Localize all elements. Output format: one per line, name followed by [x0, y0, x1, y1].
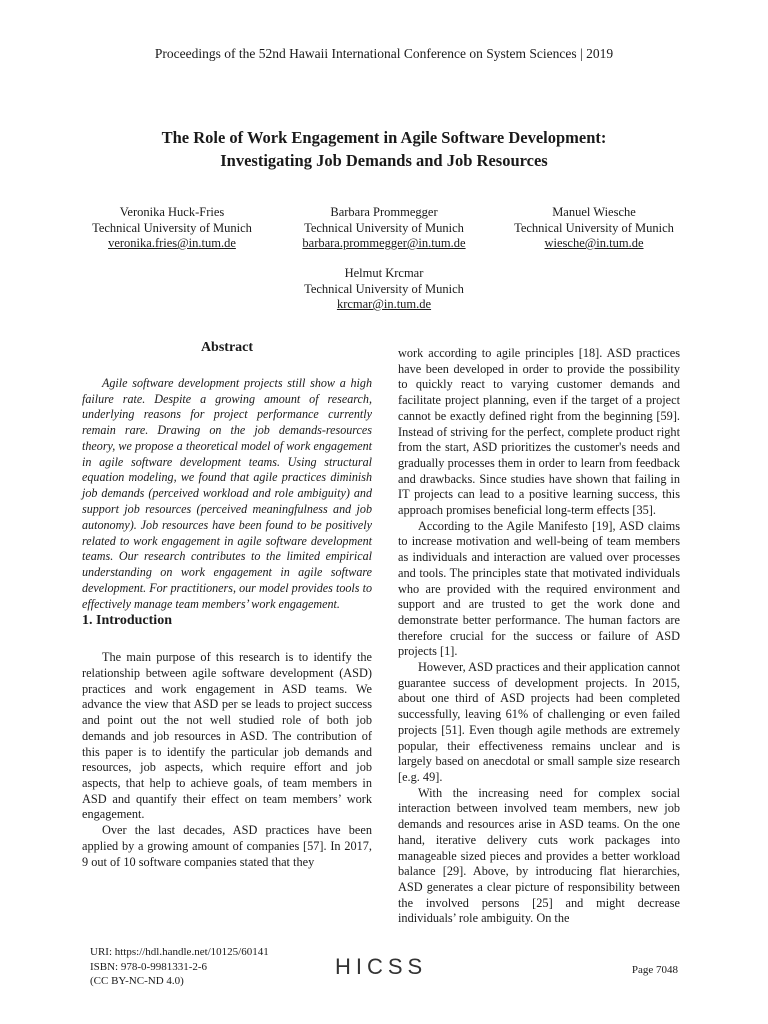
- author-block-1: [62, 205, 282, 252]
- author-name: Helmut Krcmar: [344, 266, 424, 280]
- title-line-1: The Role of Work Engagement in Agile Software Development:: [161, 128, 607, 147]
- author-block-3: [484, 205, 704, 252]
- author-email[interactable]: krcmar@in.tum.de: [336, 297, 432, 311]
- hicss-logo: HICSS: [335, 954, 428, 979]
- page-number: Page 7048: [631, 964, 678, 976]
- abstract-heading: Abstract: [200, 340, 254, 355]
- footer-url[interactable]: URI: https://hdl.handle.net/10125/60141: [90, 946, 269, 958]
- body-paragraph: However, ASD practices and their application cannot guarantee success of development projects. In 2015, about one third of ASD projects had been completed successfully, leaving 61% of challenging or even failed projects [51]. Even though agile methods are extremely popular, their effectiveness remains unclear and is largely based on anecdotal or small sample size research [e.g. 49].: [398, 660, 680, 784]
- author-name: Veronika Huck-Fries: [119, 205, 225, 219]
- left-column: [82, 340, 372, 870]
- author-name: Barbara Prommegger: [330, 205, 438, 219]
- author-email[interactable]: barbara.prommegger@in.tum.de: [302, 236, 466, 250]
- author-email[interactable]: veronika.fries@in.tum.de: [108, 236, 236, 250]
- footer-isbn: ISBN: 978-0-9981331-2-6: [90, 960, 208, 973]
- author-block-4: [274, 266, 494, 313]
- body-paragraph: Over the last decades, ASD practices have been applied by a growing amount of companies [57]. In 2017, 9 out of 10 software companies stated that they: [82, 823, 372, 869]
- right-column: [398, 346, 680, 927]
- author-name: Manuel Wiesche: [552, 205, 636, 219]
- author-affiliation: Technical University of Munich: [92, 220, 252, 235]
- conference-header: Proceedings of the 52nd Hawaii International Conference on System Sciences | 2019: [154, 46, 614, 61]
- author-block-2: [274, 205, 494, 252]
- body-paragraph: With the increasing need for complex social interaction between involved team members, new job demands and resources arise in ASD teams. On the one hand, iterative delivery cuts work packages into manageable sized pieces and provides a better workload balance [29]. Above, by introducing flat hierarchies, ASD generates a clear picture of responsibility between the involved persons [25] and might decrease individuals’ role ambiguity. On the: [398, 785, 680, 926]
- body-paragraph: According to the Agile Manifesto [19], ASD claims to increase motivation and well-being of team members as individuals and interaction are valued over processes and tools. The principles state that motivated individuals who are provided with the required environment and support and are trusted to get the work done and demonstrate better performance. The human factors are therefore crucial for the success or failure of ASD projects [1].: [398, 518, 680, 659]
- footer-info: [90, 945, 269, 989]
- footer-license: (CC BY-NC-ND 4.0): [90, 975, 184, 987]
- author-affiliation: Technical University of Munich: [514, 220, 674, 235]
- title-line-2: Investigating Job Demands and Job Resources: [220, 151, 548, 170]
- author-email[interactable]: wiesche@in.tum.de: [544, 236, 644, 250]
- body-paragraph: The main purpose of this research is to identify the relationship between agile software development (ASD) practices and work engagement in ASD teams. We advance the view that ASD per se leads to project success and point out the not well studied role of both job demands and job resources in ASD. The contribution of this paper is to identify the particular job demands and resources, job aspects, which require effort and job aspects, that help to achieve goals, of team members in ASD and quantify their effect on team members’ work engagement.: [82, 650, 372, 822]
- abstract-text: Agile software development projects still show a high failure rate. Despite a growing amount of research, underlying reasons for project performance currently remain rare. Drawing on the job demands-resources theory, we propose a theoretical model of work engagement in agile software development teams. Using structural equation modeling, we found that agile practices diminish job demands (perceived workload and role ambiguity) and support job resources (perceived meaningfulness and job autonomy). Job resources have been found to be positively related to work engagement in agile software development teams. Our research contributes to the limited empirical understanding on work engagement in agile software development. For practitioners, our model provides tools to effectively manage team members’ work engagement.: [82, 375, 372, 611]
- author-affiliation: Technical University of Munich: [304, 220, 464, 235]
- introduction-heading: 1. Introduction: [82, 612, 172, 628]
- body-paragraph: work according to agile principles [18]. ASD practices have been developed in order to provide the possibility to quickly react to varying customer demands and facilitate project planning, even if the target of a project cannot be exactly defined right from the beginning [59]. Instead of striving for the perfect, complete product right from the start, ASD prioritizes the customer's needs and gradually processes them in order to learn from feedback and drawbacks. Since studies have shown that failing in IT projects can lead to a positive learning success, this approach promises beneficial long-term effects [35].: [398, 346, 680, 518]
- author-affiliation: Technical University of Munich: [304, 281, 464, 296]
- paper-title: [60, 126, 708, 172]
